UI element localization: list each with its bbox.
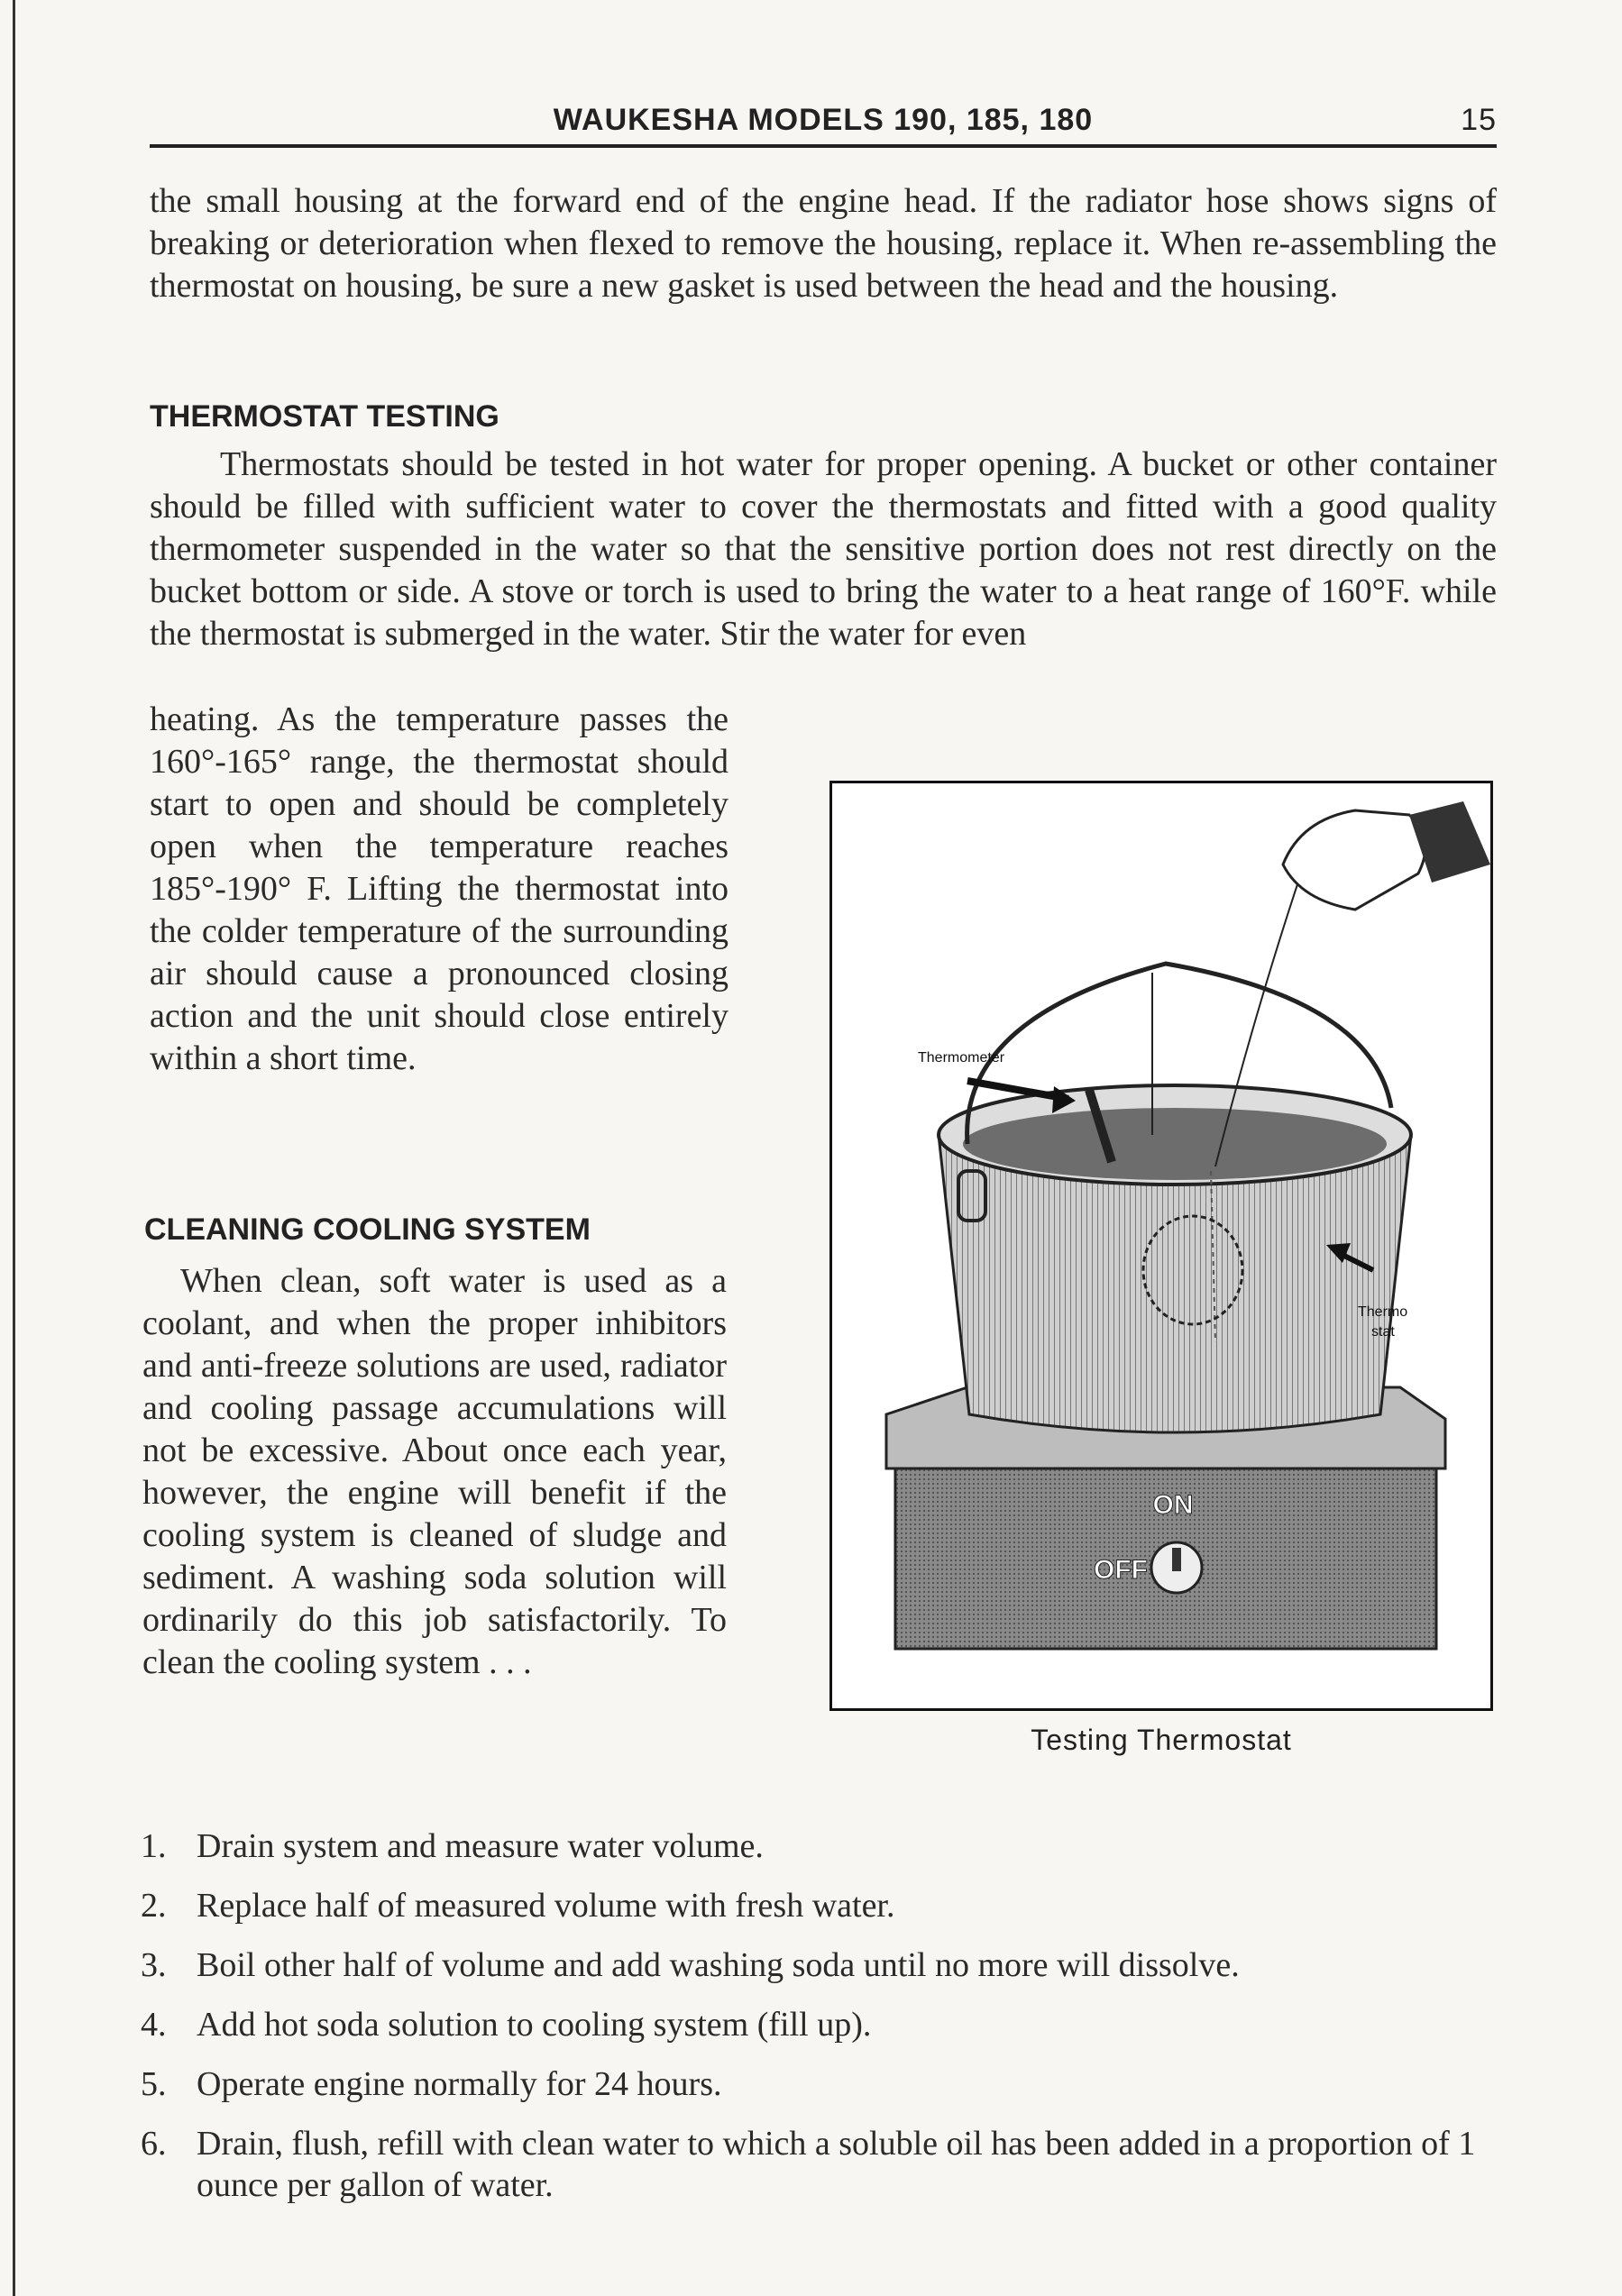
step-text: Drain, flush, refill with clean water to which a soluble oil has been added in a proportion of 1 ounce per gallon of water. — [197, 2125, 1476, 2204]
step-text: Operate engine normally for 24 hours. — [197, 2065, 722, 2103]
sleeve — [1409, 801, 1490, 883]
cleaning-step — [135, 2004, 1488, 2045]
step-number: 5. — [141, 2065, 167, 2103]
bucket-stove-illustration — [832, 783, 1490, 1708]
water-surface — [963, 1108, 1387, 1180]
cleaning-step — [135, 1825, 1488, 1867]
page-binding-edge — [13, 0, 15, 2296]
thermostat-testing-paragraph: Thermostats should be tested in hot water for proper opening. A bucket or other container should be filled with sufficient water to cover the thermostats and fitted with a good quality thermometer suspended in the water so that the sensitive portion does not rest directly on the bucket bottom or side. A stove or torch is used to bring the water to a heat range of 160°F. while the thermostat is submerged in the water. Stir the water for even — [150, 445, 1497, 653]
thermometer-label: Thermometer — [918, 1050, 1005, 1066]
stove-knob-pointer — [1172, 1548, 1181, 1571]
header-rule — [150, 144, 1497, 148]
section-heading-thermostat-testing: THERMOSTAT TESTING — [150, 399, 499, 434]
step-number: 3. — [141, 1946, 167, 1984]
step-number: 6. — [141, 2125, 167, 2163]
step-number: 2. — [141, 1887, 167, 1925]
section-heading-cleaning-cooling-system: CLEANING COOLING SYSTEM — [144, 1212, 591, 1247]
switch-on-label: ON — [1152, 1490, 1194, 1520]
cleaning-step — [135, 1885, 1488, 1926]
header-title: WAUKESHA MODELS 190, 185, 180 — [553, 103, 1094, 137]
thermostat-label-line2: stat — [1371, 1324, 1395, 1340]
step-text: Add hot soda solution to cooling system (fill up). — [197, 2006, 872, 2044]
step-text: Drain system and measure water volume. — [197, 1827, 764, 1865]
page-header — [150, 101, 1497, 142]
thermostat-testing-column-paragraph: heating. As the temperature passes the 160°-165° range, the thermostat should start to open and should be completely open when the temperature reaches 185°-190° F. Lifting the thermostat into the colder temperature of the surrounding air should cause a pronounced closing action and the unit should close entirely within a short time. — [150, 700, 729, 1077]
switch-off-label: OFF — [1094, 1555, 1148, 1585]
cleaning-step — [135, 2123, 1488, 2206]
thermostat-label-line1: Thermo — [1358, 1304, 1408, 1320]
step-number: 4. — [141, 2006, 167, 2044]
cleaning-steps-list — [135, 1825, 1488, 2224]
figure-caption: Testing Thermostat — [1031, 1724, 1292, 1756]
page-number: 15 — [1461, 103, 1497, 137]
cleaning-step — [135, 2063, 1488, 2105]
testing-thermostat-figure — [829, 781, 1493, 1711]
hand — [1283, 810, 1425, 910]
step-text: Replace half of measured volume with fresh water. — [197, 1887, 895, 1925]
intro-paragraph: the small housing at the forward end of the engine head. If the radiator hose shows signs of breaking or deterioration when flexed to remove the housing, replace it. When re-assembling the thermostat on housing, be sure a new gasket is used between the head and the housing. — [150, 182, 1497, 305]
step-text: Boil other half of volume and add washing soda until no more will dissolve. — [197, 1946, 1240, 1984]
step-number: 1. — [141, 1827, 167, 1865]
cleaning-paragraph: When clean, soft water is used as a coolant, and when the proper inhibitors and anti-freeze solutions are used, radiator and cooling passage accumulations will not be excessive. About once each year, however, the engine will benefit if the cooling system is cleaned of sludge and sediment. A washing soda solution will ordinarily do this job satisfactorily. To clean the cooling system . . . — [142, 1262, 727, 1681]
cleaning-step — [135, 1944, 1488, 1986]
